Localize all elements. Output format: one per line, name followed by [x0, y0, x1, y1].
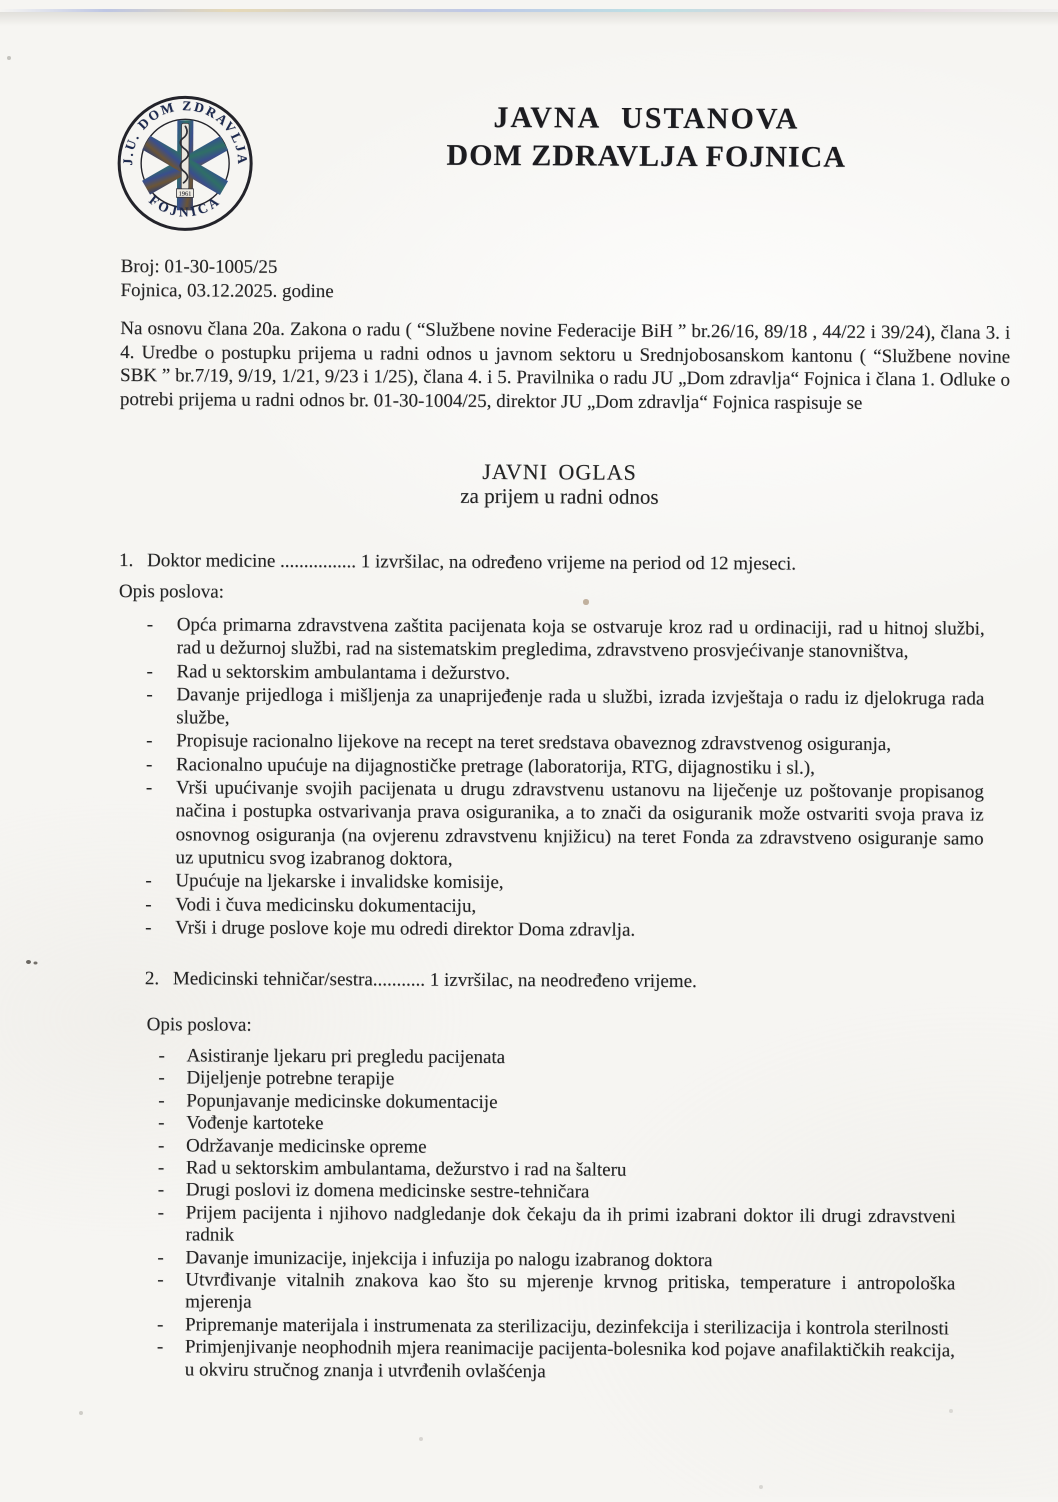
- seal-year-plate: [176, 189, 193, 198]
- position-1-section: [117, 549, 1007, 944]
- duty-item: - Vrši i druge poslove koje mu odredi direktor Doma zdravlja.: [117, 916, 983, 944]
- position-2-heading: [145, 967, 1007, 996]
- org-name-line2: DOM ZDRAVLJA FOJNICA: [446, 138, 847, 174]
- duty-item: - Rad u sektorskim ambulantama i dežurstvo.: [118, 660, 984, 688]
- duty-item: - Davanje prijedloga i mišljenja za unaprijeđenje rada u službi, izrada izvještaja o radu iz djelokruga rada službe,: [118, 683, 984, 734]
- reference-number: Broj: 01-30-1005/25: [120, 256, 278, 278]
- place-and-date: Fojnica, 03.12.2025. godine: [120, 279, 334, 302]
- seal-year: 1961: [178, 190, 192, 198]
- duty-item: - Utvrđivanje vitalnih znakova kao što su mjerenje krvnog pritiska, temperature i antropološka mjerenja: [143, 1269, 955, 1318]
- announcement-heading: [117, 457, 1001, 512]
- duty-item: - Upućuje na ljekarske i invalidske komisije,: [117, 869, 983, 897]
- position-1-heading: [119, 549, 1007, 578]
- duty-item: - Vodi i čuva medicinsku dokumentaciju,: [117, 893, 983, 921]
- duty-item: - Popunjavanje medicinske dokumentacije: [144, 1090, 956, 1117]
- duty-item: - Primjenjivanje neophodnih mjera reanimacije pacijenta-bolesnika kod pojave anafilaktičkih reakcija, u okviru stručnog znanja i utvrđenih ovlašćenja: [143, 1336, 955, 1385]
- position-number: 2.: [144, 968, 160, 990]
- seal-text-bottom: FOJNICA: [146, 192, 224, 220]
- scan-smudge: [26, 960, 31, 964]
- duty-item: - Drugi poslovi iz domena medicinske sestre-tehničara: [144, 1180, 956, 1207]
- position-number: 1.: [119, 550, 134, 572]
- duty-item: - Propisuje racionalno lijekove na recept na teret sredstava obaveznog zdravstvenog osiguranja,: [118, 729, 984, 757]
- org-name-line1: JAVNA USTANOVA: [493, 100, 800, 136]
- duties-section-label: Opis poslova:: [146, 1014, 252, 1036]
- position-1-duties-list: [117, 613, 985, 944]
- duty-item: - Održavanje medicinske opreme: [144, 1135, 956, 1162]
- seal-text-top: J.U. DOM ZDRAVLJA: [120, 98, 251, 167]
- duty-item: - Racionalno upućuje na dijagnostičke pretrage (laboratorija, RTG, dijagnostiku i sl.),: [118, 753, 984, 781]
- organization-seal-logo: [115, 93, 256, 234]
- position-2-duties-list: [143, 1045, 957, 1385]
- duty-item: - Asistiranje ljekaru pri pregledu pacijenata: [144, 1045, 956, 1072]
- rod-of-asclepius-icon: [180, 123, 189, 189]
- duty-item: - Vođenje kartoteke: [144, 1112, 956, 1139]
- position-2-section: [143, 967, 1007, 1386]
- duty-item: - Prijem pacijenta i njihovo nadgledanje dok čekaju da ih primi izabrani doktor ili drugi zdravstveni radnik: [143, 1202, 955, 1251]
- duties-section-label: Opis poslova:: [118, 581, 224, 603]
- duty-item: - Rad u sektorskim ambulantama, dežurstvo i rad na šalteru: [144, 1157, 956, 1184]
- position-title: Doktor medicine ................ 1 izvršilac, na određeno vrijeme na period od 12 mjeseci.: [147, 550, 797, 575]
- announcement-subtitle: za prijem u radni odnos: [460, 483, 659, 509]
- scan-speckles: [0, 0, 2, 2]
- legal-basis-paragraph: Na osnovu člana 20a. Zakona o radu ( “Službene novine Federacije BiH ” br.26/16, 89/18 , 44/22 i 39/24), člana 3. i 4. Uredbe o postupku prijema u radni odnos u javnom sektoru u Srednjobosanskom kantonu ( “Službene novine SBK ” br.7/19, 9/19, 1/21, 9/23 i 1/25), člana 4. i 5. Pravilnika o radu JU „Dom zdravlja“ Fojnica i člana 1. Odluke o potrebi prijema u radni odnos br. 01-30-1004/25, direktor JU „Dom zdravlja“ Fojnica raspisuje se: [119, 318, 1011, 414]
- duty-item: - Dijeljenje potrebne terapije: [144, 1068, 956, 1095]
- reference-block: [120, 255, 333, 303]
- duty-item: - Pripremanje materijala i instrumenata za sterilizaciju, dezinfekcija i sterilizacija i kontrola sterilnosti: [143, 1314, 955, 1341]
- position-title: Medicinski tehničar/sestra........... 1 izvršilac, na neodređeno vrijeme.: [172, 968, 697, 993]
- announcement-title: JAVNI OGLAS: [482, 458, 637, 485]
- duty-item: - Davanje imunizacije, injekcija i infuzija po nalogu izabranog doktora: [143, 1247, 955, 1274]
- letterhead: [329, 98, 963, 177]
- duty-item: - Vrši upućivanje svojih pacijenata u drugu zdravstvenu ustanovu na liječenje uz poštovanje propisanog načina i postupka ostvarivanja prava osiguranika, a to znači da osiguranik može ostvariti svoja prava iz osnovnog osiguranja (na ovjerenu zdravstvenu knjižicu) na teret Fonda za zdravstveno osiguranje samo uz uputnicu svog izabranog doktora,: [117, 776, 983, 874]
- duty-item: - Opća primarna zdravstvena zaštita pacijenata koja se ostvaruje kroz rad u ordinaciji, rad u hitnoj službi, rad u dežurnoj službi, rad na sistematskim pregledima, zdravstveno prosvjećivanje stanovništva,: [119, 613, 985, 664]
